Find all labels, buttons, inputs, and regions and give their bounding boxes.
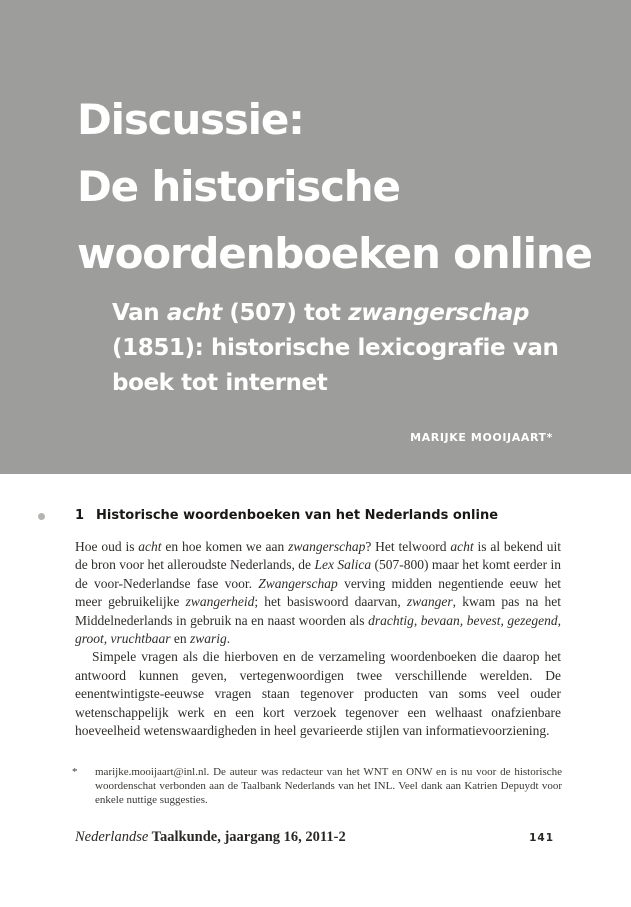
page-number: 141 [529, 832, 554, 844]
section-title: Historische woordenboeken van het Nederlands online [96, 508, 499, 523]
section-bullet-icon [38, 513, 45, 520]
author-name: MARIJKE MOOIJAART* [410, 431, 553, 444]
footnote-text: marijke.mooijaart@inl.nl. De auteur was redacteur van het WNT en ONW en is nu voor de historische woordenschat verbonden aan de Taalbank Nederlands van het INL. Veel dank aan Katrien Depuydt voor enkele nuttige suggesties. [95, 766, 562, 806]
footnote-marker: * [72, 766, 78, 778]
journal-name: Nederlandse [75, 829, 149, 845]
section-number: 1 [75, 508, 85, 523]
journal-footer [75, 829, 346, 846]
body-paragraph-1: Hoe oud is acht en hoe komen we aan zwangerschap? Het telwoord acht is al bekend uit de bron voor het alleroudste Nederlands, de Lex Salica (507-800) maar het komt eerder in de voor-Nederlandse fase voor. Zwangerschap verving midden negentiende eeuw het meer gebruikelijke zwangerheid; het basiswoord daarvan, zwanger, kwam pas na het Middelnederlands in gebruik na en naast woorden als drachtig, bevaan, bevest, gezegend, groot, vruchtbaar en zwarig. [75, 539, 562, 647]
title-line-1: Discussie: [77, 95, 304, 144]
title-line-3: woordenboeken online [77, 229, 592, 278]
article-subtitle: Van acht (507) tot zwangerschap (1851): historische lexicografie van boek tot internet [112, 300, 559, 396]
footnote [72, 766, 562, 807]
body-text [75, 538, 561, 740]
journal-issue: Taalkunde, jaargang 16, 2011-2 [148, 829, 346, 845]
body-paragraph-2: Simpele vragen als die hierboven en de verzameling woordenboeken die daarop het antwoord kunnen geven, vertegenwoordigen twee verschillende werelden. De eenentwintigste-eeuwse vragen staan tegenover producten van soms veel ouder wetenschappelijk werk en een kort verzoek tegenover een welhaast onafzienbare hoeveelheid wetenswaardigheden in heel gevarieerde stijlen van informatievoorziening. [75, 649, 561, 739]
section-heading [75, 508, 575, 523]
article-title [77, 86, 592, 287]
title-line-2: De historische [77, 162, 400, 211]
